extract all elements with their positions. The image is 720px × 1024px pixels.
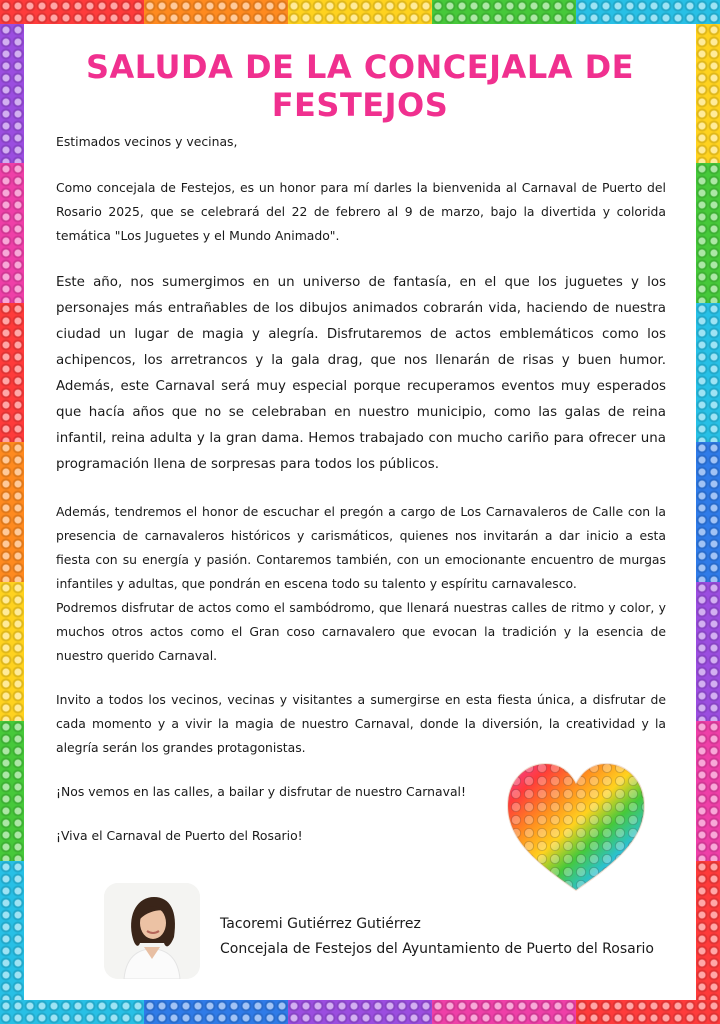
- popit-bubble: [576, 802, 585, 811]
- popit-bubble: [550, 802, 559, 811]
- border-segment: [144, 1000, 288, 1024]
- popit-bubble: [524, 867, 533, 876]
- popit-bubble: [563, 867, 572, 876]
- popit-bubble: [537, 789, 546, 798]
- paragraph-sambodromo: Podremos disfrutar de actos como el sambódromo, que llenará nuestras calles de ritmo y color, y muchos otros actos como el Gran coso carnavalero que evocan la tradición y la esencia de nuestro querido Carnaval.: [56, 600, 666, 663]
- popit-bubble: [589, 828, 598, 837]
- border-segment: [288, 1000, 432, 1024]
- popit-bubble: [511, 841, 520, 850]
- popit-bubble: [537, 815, 546, 824]
- popit-bubble: [511, 789, 520, 798]
- border-segment: [0, 303, 24, 442]
- popit-bubble: [576, 828, 585, 837]
- popit-bubble: [550, 828, 559, 837]
- border-segment: [696, 582, 720, 721]
- popit-bubble: [615, 880, 624, 889]
- paragraph-pregon: Además, tendremos el honor de escuchar el pregón a cargo de Los Carnavaleros de Calle con la presencia de carnavaleros históricos y carismáticos, quienes nos invitarán a dar inicio a esta fiesta con su energía y pasión. Contaremos también, con un emocionante encuentro de murgas infantiles y adultas, que pondrán en escena todo su talento y espíritu carnavalesco.: [56, 504, 666, 591]
- popit-bubble: [602, 802, 611, 811]
- border-segment: [288, 0, 432, 24]
- popit-bubble: [602, 867, 611, 876]
- popit-bubble: [589, 854, 598, 863]
- rainbow-heart-popit-icon: [502, 758, 650, 896]
- popit-bubble: [537, 841, 546, 850]
- popit-bubble: [550, 854, 559, 863]
- popit-bubble: [537, 776, 546, 785]
- popit-bubble: [602, 880, 611, 889]
- border-segment: [0, 24, 24, 163]
- popit-bubble: [641, 763, 650, 772]
- popit-bubble: [589, 815, 598, 824]
- popit-bubble: [563, 828, 572, 837]
- paragraph-intro: Como concejala de Festejos, es un honor para mí darles la bienvenida al Carnaval de Puerto del Rosario 2025, que se celebrará del 22 de febrero al 9 de marzo, bajo la divertida y colorida temática "Los Juguetes y el Mundo Animado".: [56, 180, 666, 243]
- popit-bubble: [576, 854, 585, 863]
- popit-bubble: [576, 867, 585, 876]
- popit-bubble: [550, 789, 559, 798]
- border-segment: [696, 721, 720, 860]
- border-segment: [576, 0, 720, 24]
- popit-bubble: [524, 789, 533, 798]
- popit-bubble: [524, 880, 533, 889]
- popit-bubble: [628, 880, 637, 889]
- popit-bubble: [628, 867, 637, 876]
- popit-bubble: [628, 841, 637, 850]
- popit-bubble: [628, 789, 637, 798]
- closing-line-1: ¡Nos vemos en las calles, a bailar y disfrutar de nuestro Carnaval!: [56, 784, 466, 799]
- popit-bubble: [537, 880, 546, 889]
- popit-bubble: [511, 880, 520, 889]
- popit-bubble: [563, 854, 572, 863]
- popit-bubble: [550, 776, 559, 785]
- border-segment: [144, 0, 288, 24]
- popit-bubble: [589, 880, 598, 889]
- popit-bubble: [576, 841, 585, 850]
- popit-bubble: [524, 802, 533, 811]
- border-segment: [576, 1000, 720, 1024]
- popit-bubble: [602, 776, 611, 785]
- popit-bubble: [524, 776, 533, 785]
- popit-bubble: [589, 802, 598, 811]
- popit-bubble: [511, 854, 520, 863]
- paragraph-theme: Este año, nos sumergimos en un universo de fantasía, en el que los juguetes y los personajes más entrañables de los dibujos animados cobrarán vida, haciendo de nuestra ciudad un lugar de magia y alegría. Disfrutaremos de actos emblemáticos como los achipencos, los arretrancos y la gala drag, que nos llenarán de risas y buen humor. Además, este Carnaval será muy especial porque recuperamos eventos muy esperados que hacía años que no se celebraban en nuestro municipio, como las galas de reina infantil, reina adulta y la gran dama. Hemos trabajado con mucho cariño para ofrecer una programación llena de sorpresas para todos los públicos.: [56, 275, 666, 472]
- popit-border-right: [696, 24, 720, 1000]
- popit-bubble: [511, 802, 520, 811]
- popit-bubble: [628, 776, 637, 785]
- popit-border-left: [0, 24, 24, 1000]
- popit-bubble: [641, 854, 650, 863]
- popit-bubble: [615, 867, 624, 876]
- popit-bubble: [615, 828, 624, 837]
- popit-bubble: [602, 828, 611, 837]
- popit-bubble: [511, 815, 520, 824]
- border-segment: [0, 0, 144, 24]
- popit-bubble: [628, 854, 637, 863]
- popit-bubble: [615, 776, 624, 785]
- popit-bubble: [641, 802, 650, 811]
- popit-bubble: [511, 763, 520, 772]
- border-segment: [696, 861, 720, 1000]
- popit-bubble: [550, 815, 559, 824]
- paragraph-invitation: Invito a todos los vecinos, vecinas y visitantes a sumergirse en esta fiesta única, a disfrutar de cada momento y a vivir la magia de nuestro Carnaval, donde la diversión, la creatividad y la alegría serán los grandes protagonistas.: [56, 692, 666, 755]
- popit-border-top: [0, 0, 720, 24]
- border-segment: [432, 1000, 576, 1024]
- popit-bubble: [537, 867, 546, 876]
- popit-bubble: [589, 841, 598, 850]
- border-segment: [0, 582, 24, 721]
- popit-bubble: [563, 789, 572, 798]
- greeting: Estimados vecinos y vecinas,: [56, 134, 238, 149]
- popit-bubble: [563, 815, 572, 824]
- page-title: SALUDA DE LA CONCEJALA DE FESTEJOS: [85, 48, 635, 124]
- popit-bubble: [563, 802, 572, 811]
- popit-bubble: [563, 776, 572, 785]
- popit-bubble: [641, 880, 650, 889]
- border-segment: [0, 163, 24, 302]
- popit-bubble: [641, 867, 650, 876]
- popit-bubble: [550, 841, 559, 850]
- portrait-image: [104, 883, 200, 979]
- popit-bubble: [589, 776, 598, 785]
- popit-bubble: [550, 880, 559, 889]
- councillor-portrait: [104, 883, 200, 979]
- popit-bubble: [576, 815, 585, 824]
- border-segment: [0, 442, 24, 581]
- popit-bubble: [602, 763, 611, 772]
- popit-bubble: [576, 789, 585, 798]
- popit-bubble: [524, 815, 533, 824]
- popit-bubble: [628, 802, 637, 811]
- popit-bubble: [524, 828, 533, 837]
- popit-bubble: [628, 763, 637, 772]
- popit-bubble: [641, 828, 650, 837]
- popit-border-bottom: [0, 1000, 720, 1024]
- popit-bubble: [615, 815, 624, 824]
- popit-bubble: [602, 841, 611, 850]
- letter-content: [40, 30, 680, 990]
- signature-name: Tacoremi Gutiérrez Gutiérrez: [220, 916, 421, 932]
- popit-bubble: [602, 854, 611, 863]
- popit-bubble: [615, 789, 624, 798]
- popit-bubble: [563, 841, 572, 850]
- border-segment: [0, 1000, 144, 1024]
- popit-bubble: [615, 802, 624, 811]
- popit-bubble: [537, 802, 546, 811]
- popit-bubble: [537, 763, 546, 772]
- border-segment: [0, 721, 24, 860]
- popit-bubble: [563, 763, 572, 772]
- border-segment: [696, 24, 720, 163]
- letter-body: [56, 130, 666, 848]
- popit-bubble: [511, 867, 520, 876]
- signature-role: Concejala de Festejos del Ayuntamiento de Puerto del Rosario: [220, 941, 654, 957]
- popit-bubble: [537, 828, 546, 837]
- border-segment: [0, 861, 24, 1000]
- border-segment: [696, 163, 720, 302]
- popit-bubble: [628, 815, 637, 824]
- closing-line-2: ¡Viva el Carnaval de Puerto del Rosario!: [56, 828, 303, 843]
- popit-bubble: [602, 789, 611, 798]
- border-segment: [696, 303, 720, 442]
- popit-bubble: [641, 776, 650, 785]
- popit-bubble: [602, 815, 611, 824]
- popit-bubble: [641, 841, 650, 850]
- popit-bubble: [589, 789, 598, 798]
- popit-bubble: [576, 776, 585, 785]
- popit-bubble: [615, 841, 624, 850]
- border-segment: [432, 0, 576, 24]
- border-segment: [696, 442, 720, 581]
